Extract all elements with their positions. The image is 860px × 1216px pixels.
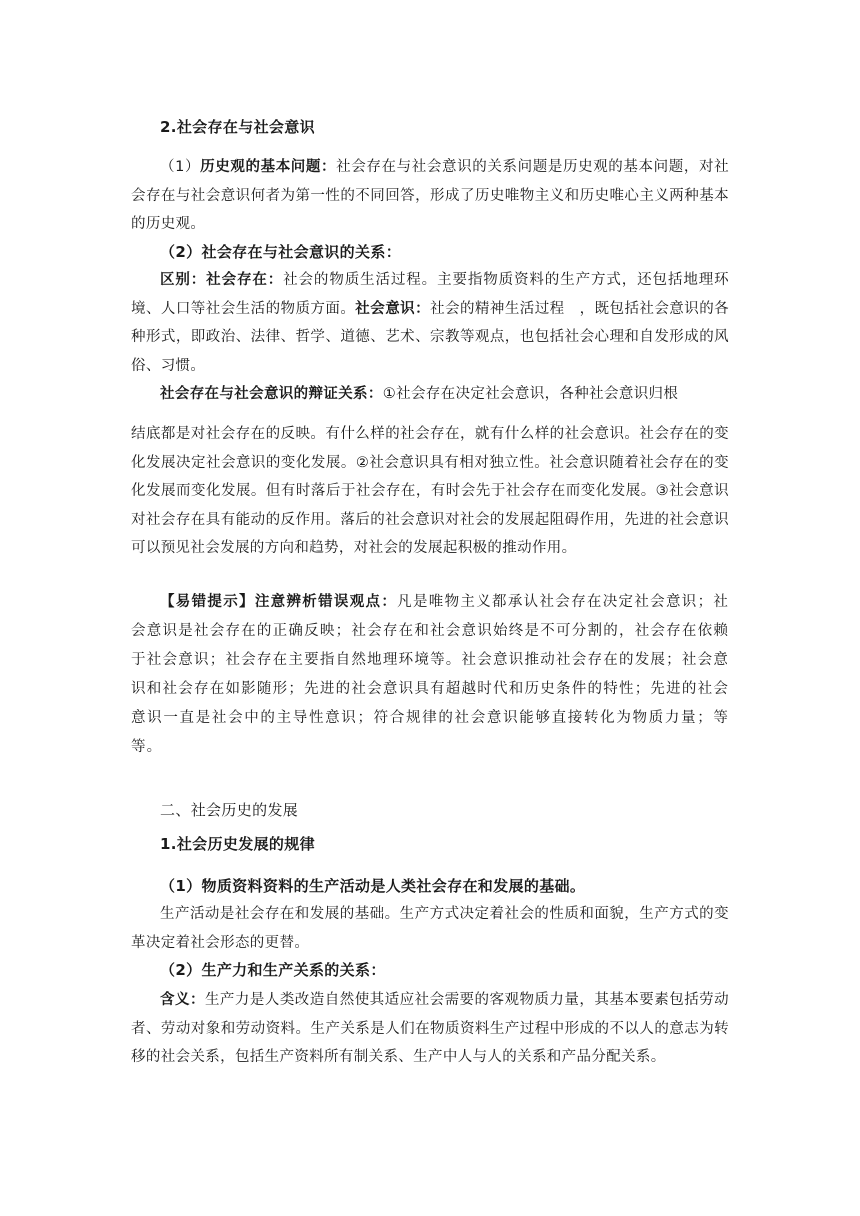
subheading-relation: （2）社会存在与社会意识的关系：	[160, 243, 402, 261]
subheading-production: （1）物质资料资料的生产活动是人类社会存在和发展的基础。	[160, 877, 586, 895]
paragraph-text: 社会的物质生活过程。主要指物质资料的生产方式，还包括地理环境、人口等社会生活的物质方面。	[131, 272, 729, 317]
paragraph-text: ①社会存在决定社会意识，各种社会意识归根	[382, 386, 679, 402]
paragraph-text: 社会存在与社会意识的关系问题是历史观的基本问题，对社会存在与社会意识何者为第一性的不同回答，形成了历史唯物主义和历史唯心主义两种基本的历史观。	[131, 159, 729, 232]
term-label: 区别：社会存在：	[160, 272, 284, 288]
term-label: 社会意识：	[355, 300, 431, 317]
item-prefix: （1）	[160, 159, 201, 175]
paragraph-error-tips	[131, 587, 729, 762]
section-title: 2.社会存在与社会意识	[160, 118, 315, 136]
subheading-productivity: （2）生产力和生产关系的关系：	[160, 961, 386, 979]
tip-label: 【易错提示】注意辨析错误观点：	[160, 593, 398, 610]
paragraph-production: 生产活动是社会存在和发展的基础。生产方式决定着社会的性质和面貌，生产方式的变革决定着社会形态的更替。	[131, 906, 729, 951]
paragraph-basic-question	[131, 153, 729, 239]
paragraph-definition	[131, 986, 729, 1072]
paragraph-text: 社会的精神生活过程 ，既包括社会意识的各种形式，即政治、法律、哲学、道德、艺术、宗教等观点，也包括社会心理和自发形成的风俗、习惯。	[131, 300, 730, 374]
paragraph-difference	[131, 266, 729, 380]
term-label: 社会存在与社会意识的辩证关系：	[160, 386, 383, 402]
section-title: 1.社会历史发展的规律	[160, 835, 315, 853]
paragraph-text: 生产力是人类改造自然使其适应社会需要的客观物质力量，其基本要素包括劳动者、劳动对象和劳动资料。生产关系是人们在物质资料生产过程中形成的不以人的意志为转移的社会关系，包括生产资料所有制关系、生产中人与人的关系和产品分配关系。	[131, 992, 729, 1065]
paragraph-dialectic-first-line	[131, 380, 729, 409]
paragraph-text: 凡是唯物主义都承认社会存在决定社会意识；社会意识是社会存在的正确反映；社会存在和社会意识始终是不可分割的，社会存在依赖于社会意识；社会存在主要指自然地理环境等。社会意识推动社会存在的发展；社会意识和社会存在如影随形；先进的社会意识具有超越时代和历史条件的特性；先进的社会意识一直是社会中的主导性意识；符合规律的社会意识能够直接转化为物质力量；等等。	[131, 594, 729, 755]
chapter-title: 二、社会历史的发展	[160, 801, 299, 819]
paragraph-dialectic: 结底都是对社会存在的反映。有什么样的社会存在，就有什么样的社会意识。社会存在的变化发展决定社会意识的变化发展。②社会意识具有相对独立性。社会意识随着社会存在的变化发展而变化发展。但有时落后于社会存在，有时会先于社会存在而变化发展。③社会意识对社会存在具有能动的反作用。落后的社会意识对社会的发展起阻碍作用，先进的社会意识可以预见社会发展的方向和趋势，对社会的发展起积极的推动作用。	[131, 426, 729, 556]
term-label: 历史观的基本问题：	[200, 159, 337, 175]
term-label: 含义：	[160, 992, 205, 1008]
